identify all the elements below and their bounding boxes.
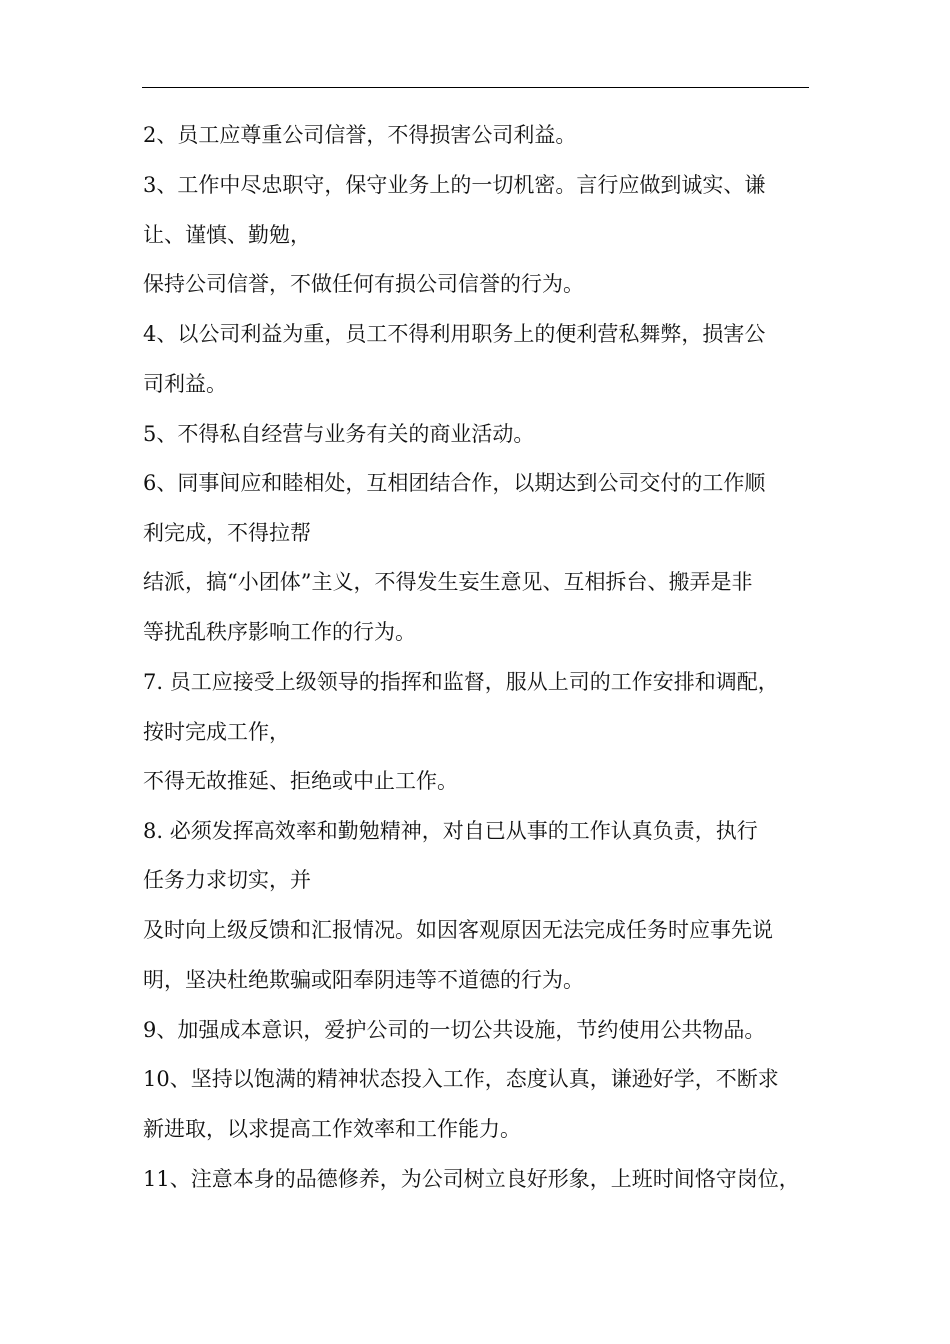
text-line: 司利益。	[143, 372, 227, 396]
text-line: 及时向上级反馈和汇报情况。如因客观原因无法完成任务时应事先说	[143, 918, 773, 942]
text-line: 9、加强成本意识，爱护公司的一切公共设施，节约使用公共物品。	[143, 1018, 766, 1042]
header-divider	[142, 87, 809, 88]
text-line: 4、以公司利益为重，员工不得利用职务上的便利营私舞弊，损害公	[143, 322, 766, 346]
text-line: 让、谨慎、勤勉，	[143, 223, 311, 247]
text-line: 3、工作中尽忠职守，保守业务上的一切机密。言行应做到诚实、谦	[143, 173, 766, 197]
text-line: 保持公司信誉，不做任何有损公司信誉的行为。	[143, 272, 584, 296]
text-line: 结派，搞“小团体”主义，不得发生妄生意见、互相拆台、搬弄是非	[143, 570, 753, 594]
text-line: 按时完成工作，	[143, 720, 290, 744]
text-line: 8. 必须发挥高效率和勤勉精神，对自已从事的工作认真负责，执行	[143, 819, 758, 843]
text-line: 11、注意本身的品德修养，为公司树立良好形象，上班时间恪守岗位，	[143, 1167, 800, 1191]
text-line: 明，坚决杜绝欺骗或阳奉阴违等不道德的行为。	[143, 968, 584, 992]
text-line: 2、员工应尊重公司信誉，不得损害公司利益。	[143, 123, 577, 147]
text-line: 7. 员工应接受上级领导的指挥和监督，服从上司的工作安排和调配，	[143, 670, 779, 694]
text-line: 10、坚持以饱满的精神状态投入工作，态度认真，谦逊好学，不断求	[143, 1067, 779, 1091]
text-line: 不得无故推延、拒绝或中止工作。	[143, 769, 458, 793]
text-line: 5、不得私自经营与业务有关的商业活动。	[143, 422, 535, 446]
text-line: 新进取，以求提高工作效率和工作能力。	[143, 1117, 521, 1141]
text-line: 利完成，不得拉帮	[143, 521, 311, 545]
text-line: 等扰乱秩序影响工作的行为。	[143, 620, 416, 644]
text-line: 任务力求切实，并	[143, 868, 311, 892]
text-line: 6、同事间应和睦相处，互相团结合作，以期达到公司交付的工作顺	[143, 471, 766, 495]
